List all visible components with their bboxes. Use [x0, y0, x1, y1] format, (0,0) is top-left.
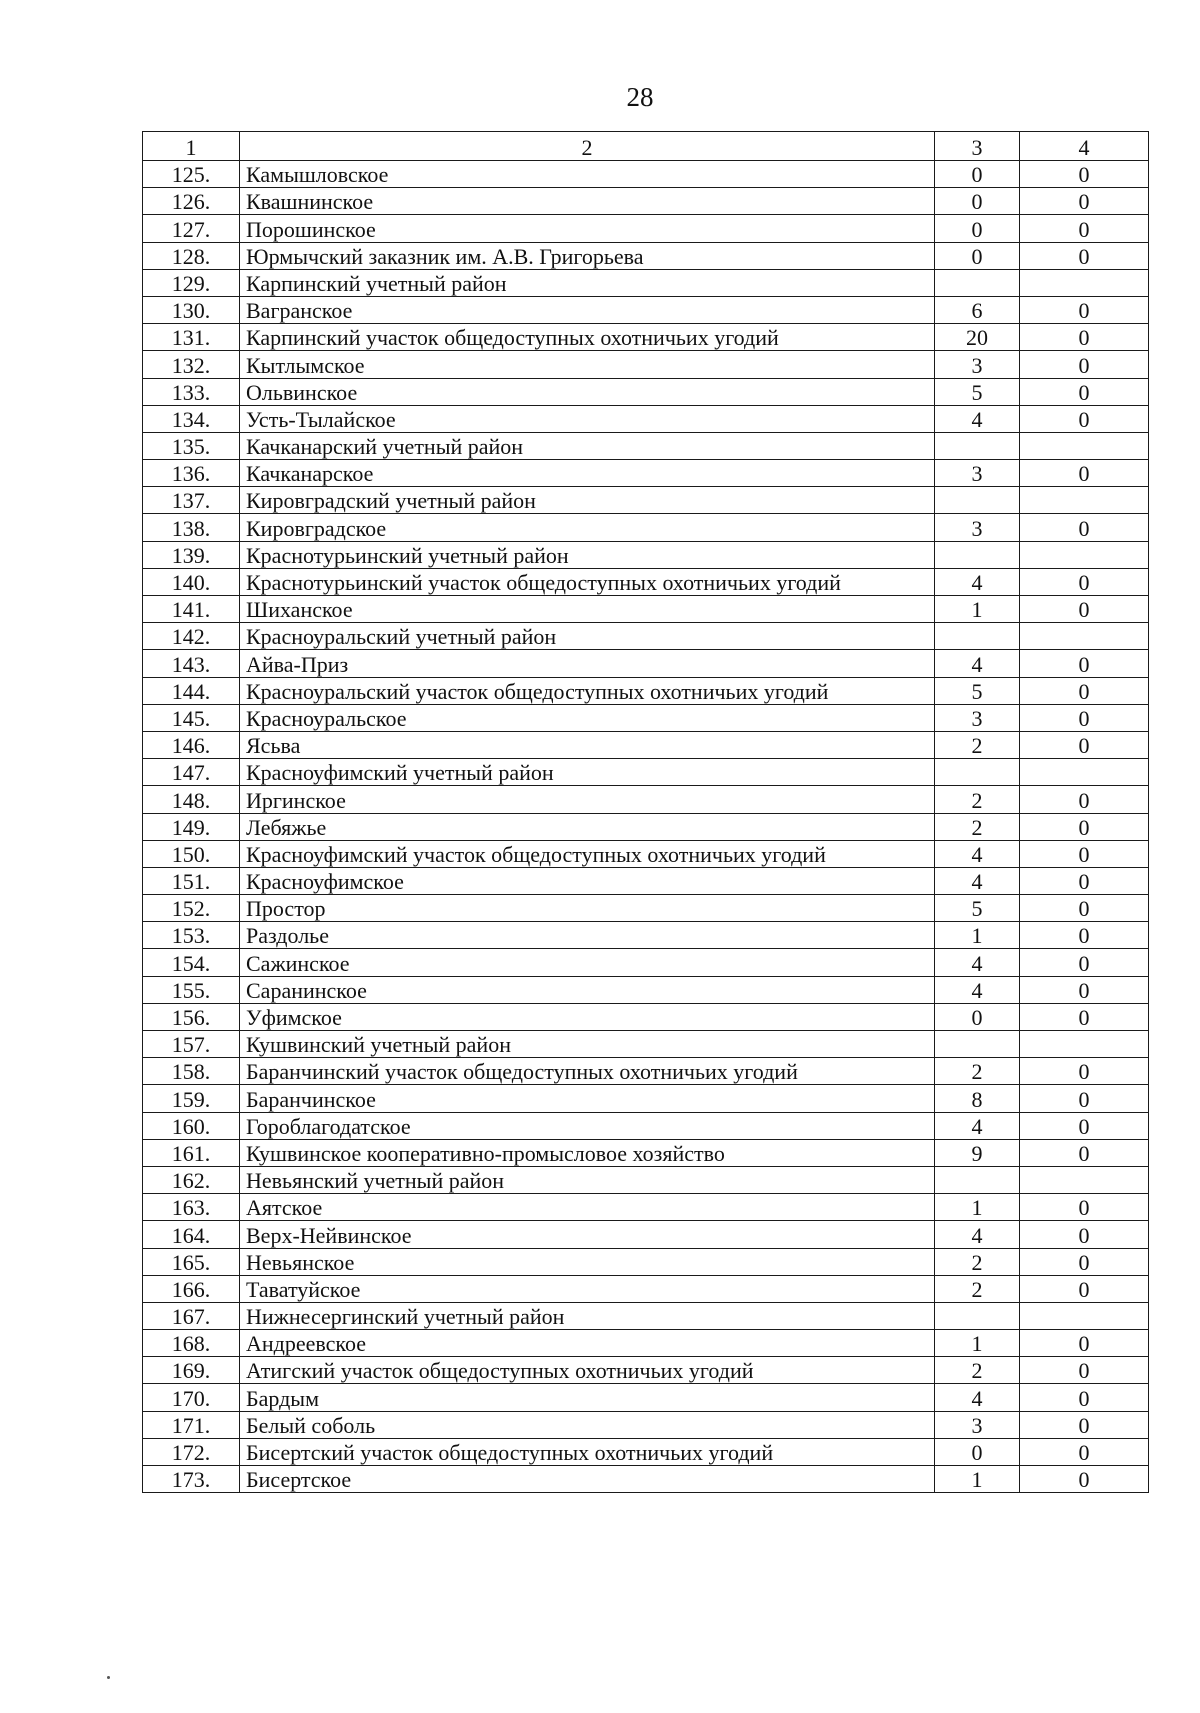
row-name-cell: Айва-Приз [240, 650, 935, 677]
row-col3-cell: 4 [935, 976, 1020, 1003]
row-number-cell: 152. [143, 895, 240, 922]
row-name-cell: Красноуфимский участок общедоступных охотничьих угодий [240, 840, 935, 867]
row-name-cell: Белый соболь [240, 1411, 935, 1438]
row-col3-cell: 5 [935, 378, 1020, 405]
header-cell-name: 2 [240, 132, 935, 161]
row-number-cell: 162. [143, 1166, 240, 1193]
row-col4-cell: 0 [1020, 1357, 1149, 1384]
row-col3-cell: 2 [935, 731, 1020, 758]
row-col3-cell: 2 [935, 786, 1020, 813]
row-name-cell: Иргинское [240, 786, 935, 813]
row-number-cell: 131. [143, 324, 240, 351]
row-col3-cell: 20 [935, 324, 1020, 351]
row-name-cell: Юрмычский заказник им. А.В. Григорьева [240, 242, 935, 269]
row-col4-cell: 0 [1020, 1112, 1149, 1139]
row-name-cell: Раздолье [240, 922, 935, 949]
row-name-cell: Простор [240, 895, 935, 922]
row-name-cell: Шиханское [240, 596, 935, 623]
row-col4-cell: 0 [1020, 568, 1149, 595]
row-col4-cell: 0 [1020, 813, 1149, 840]
row-name-cell: Кушвинское кооперативно-промысловое хозяйство [240, 1139, 935, 1166]
row-number-cell: 143. [143, 650, 240, 677]
row-col4-cell: 0 [1020, 296, 1149, 323]
row-col3-cell: 6 [935, 296, 1020, 323]
header-cell-col3: 3 [935, 132, 1020, 161]
row-name-cell: Красноуральский участок общедоступных охотничьих угодий [240, 677, 935, 704]
row-number-cell: 148. [143, 786, 240, 813]
row-col4-cell: 0 [1020, 161, 1149, 188]
row-number-cell: 147. [143, 759, 240, 786]
table-row [143, 296, 1149, 323]
row-col4-cell: 0 [1020, 1139, 1149, 1166]
row-col3-cell [935, 1302, 1020, 1329]
row-number-cell: 151. [143, 867, 240, 894]
table-row [143, 1357, 1149, 1384]
row-number-cell: 150. [143, 840, 240, 867]
row-col4-cell: 0 [1020, 351, 1149, 378]
row-col3-cell: 1 [935, 596, 1020, 623]
table-row [143, 378, 1149, 405]
table-header-row [143, 132, 1149, 161]
row-col4-cell: 0 [1020, 1466, 1149, 1493]
row-col3-cell: 0 [935, 188, 1020, 215]
row-col3-cell: 1 [935, 922, 1020, 949]
row-number-cell: 133. [143, 378, 240, 405]
row-col4-cell [1020, 759, 1149, 786]
table-row [143, 215, 1149, 242]
row-col4-cell: 0 [1020, 1194, 1149, 1221]
table-row [143, 1411, 1149, 1438]
row-col3-cell [935, 269, 1020, 296]
row-col4-cell: 0 [1020, 922, 1149, 949]
table-row [143, 1085, 1149, 1112]
row-col3-cell: 1 [935, 1330, 1020, 1357]
table-row [143, 460, 1149, 487]
row-col3-cell: 4 [935, 1221, 1020, 1248]
row-col3-cell: 3 [935, 704, 1020, 731]
row-name-cell: Красноуральский учетный район [240, 623, 935, 650]
row-col4-cell [1020, 487, 1149, 514]
row-number-cell: 157. [143, 1031, 240, 1058]
table-row [143, 976, 1149, 1003]
row-number-cell: 139. [143, 541, 240, 568]
row-name-cell: Красноуфимское [240, 867, 935, 894]
row-number-cell: 163. [143, 1194, 240, 1221]
row-name-cell: Ольвинское [240, 378, 935, 405]
header-cell-number: 1 [143, 132, 240, 161]
row-col3-cell: 8 [935, 1085, 1020, 1112]
table-row [143, 895, 1149, 922]
row-number-cell: 136. [143, 460, 240, 487]
row-col3-cell: 0 [935, 215, 1020, 242]
row-col3-cell: 0 [935, 1003, 1020, 1030]
row-col3-cell [935, 759, 1020, 786]
row-name-cell: Лебяжье [240, 813, 935, 840]
row-name-cell: Качканарский учетный район [240, 432, 935, 459]
row-col4-cell: 0 [1020, 1438, 1149, 1465]
header-cell-col4: 4 [1020, 132, 1149, 161]
row-col4-cell: 0 [1020, 324, 1149, 351]
row-col3-cell [935, 623, 1020, 650]
row-name-cell: Саранинское [240, 976, 935, 1003]
row-col3-cell: 4 [935, 840, 1020, 867]
row-name-cell: Баранчинский участок общедоступных охотничьих угодий [240, 1058, 935, 1085]
table-row [143, 1221, 1149, 1248]
row-name-cell: Атигский участок общедоступных охотничьих угодий [240, 1357, 935, 1384]
row-col4-cell: 0 [1020, 650, 1149, 677]
row-number-cell: 128. [143, 242, 240, 269]
row-col4-cell: 0 [1020, 596, 1149, 623]
row-name-cell: Красноуральское [240, 704, 935, 731]
row-col3-cell: 2 [935, 1275, 1020, 1302]
row-col4-cell [1020, 623, 1149, 650]
row-col3-cell: 3 [935, 351, 1020, 378]
row-col3-cell: 2 [935, 813, 1020, 840]
table-row [143, 1139, 1149, 1166]
table-row [143, 1058, 1149, 1085]
table-row [143, 242, 1149, 269]
row-name-cell: Карпинский участок общедоступных охотничьих угодий [240, 324, 935, 351]
row-number-cell: 145. [143, 704, 240, 731]
row-number-cell: 146. [143, 731, 240, 758]
row-col3-cell [935, 432, 1020, 459]
row-number-cell: 158. [143, 1058, 240, 1085]
row-name-cell: Таватуйское [240, 1275, 935, 1302]
row-col4-cell: 0 [1020, 840, 1149, 867]
table-row [143, 1330, 1149, 1357]
table-row [143, 1438, 1149, 1465]
table-row [143, 759, 1149, 786]
row-col4-cell: 0 [1020, 1003, 1149, 1030]
row-col3-cell: 4 [935, 568, 1020, 595]
row-col3-cell: 2 [935, 1248, 1020, 1275]
row-name-cell: Нижнесергинский учетный район [240, 1302, 935, 1329]
row-number-cell: 142. [143, 623, 240, 650]
row-name-cell: Андреевское [240, 1330, 935, 1357]
row-number-cell: 127. [143, 215, 240, 242]
table-row [143, 1166, 1149, 1193]
row-name-cell: Верх-Нейвинское [240, 1221, 935, 1248]
row-number-cell: 168. [143, 1330, 240, 1357]
row-col3-cell: 1 [935, 1194, 1020, 1221]
row-name-cell: Гороблагодатское [240, 1112, 935, 1139]
row-col3-cell: 2 [935, 1357, 1020, 1384]
row-name-cell: Бардым [240, 1384, 935, 1411]
row-number-cell: 137. [143, 487, 240, 514]
row-number-cell: 165. [143, 1248, 240, 1275]
row-number-cell: 164. [143, 1221, 240, 1248]
table-row [143, 677, 1149, 704]
row-number-cell: 155. [143, 976, 240, 1003]
row-col3-cell: 4 [935, 1112, 1020, 1139]
row-col3-cell: 9 [935, 1139, 1020, 1166]
row-name-cell: Невьянский учетный район [240, 1166, 935, 1193]
row-number-cell: 171. [143, 1411, 240, 1438]
row-col4-cell: 0 [1020, 1330, 1149, 1357]
row-col3-cell: 3 [935, 460, 1020, 487]
row-col3-cell: 3 [935, 1411, 1020, 1438]
table-row [143, 623, 1149, 650]
table-row [143, 840, 1149, 867]
row-number-cell: 161. [143, 1139, 240, 1166]
page-number: 28 [626, 82, 654, 112]
row-number-cell: 130. [143, 296, 240, 323]
row-col4-cell [1020, 1031, 1149, 1058]
table-row [143, 949, 1149, 976]
row-col4-cell: 0 [1020, 867, 1149, 894]
row-name-cell: Уфимское [240, 1003, 935, 1030]
table-row [143, 650, 1149, 677]
table-row [143, 487, 1149, 514]
row-name-cell: Бисертский участок общедоступных охотничьих угодий [240, 1438, 935, 1465]
row-col3-cell: 5 [935, 895, 1020, 922]
table-row [143, 813, 1149, 840]
row-name-cell: Кытлымское [240, 351, 935, 378]
row-number-cell: 140. [143, 568, 240, 595]
row-col3-cell [935, 1031, 1020, 1058]
row-col4-cell: 0 [1020, 188, 1149, 215]
data-table [142, 131, 1149, 1493]
row-number-cell: 169. [143, 1357, 240, 1384]
table-row [143, 269, 1149, 296]
row-name-cell: Краснотурьинский учетный район [240, 541, 935, 568]
row-name-cell: Аятское [240, 1194, 935, 1221]
row-name-cell: Карпинский учетный район [240, 269, 935, 296]
row-col4-cell: 0 [1020, 1058, 1149, 1085]
row-name-cell: Качканарское [240, 460, 935, 487]
row-col4-cell: 0 [1020, 731, 1149, 758]
row-number-cell: 149. [143, 813, 240, 840]
row-col4-cell: 0 [1020, 1411, 1149, 1438]
row-col3-cell: 0 [935, 161, 1020, 188]
row-col4-cell [1020, 1166, 1149, 1193]
row-col4-cell: 0 [1020, 1085, 1149, 1112]
row-col4-cell: 0 [1020, 378, 1149, 405]
row-col4-cell: 0 [1020, 704, 1149, 731]
row-col4-cell [1020, 269, 1149, 296]
row-number-cell: 167. [143, 1302, 240, 1329]
row-col3-cell: 2 [935, 1058, 1020, 1085]
row-col4-cell: 0 [1020, 514, 1149, 541]
row-name-cell: Квашнинское [240, 188, 935, 215]
table-row [143, 1466, 1149, 1493]
scan-speck [107, 1676, 110, 1679]
row-col3-cell: 4 [935, 650, 1020, 677]
row-number-cell: 125. [143, 161, 240, 188]
row-col3-cell: 4 [935, 949, 1020, 976]
row-col4-cell: 0 [1020, 405, 1149, 432]
row-number-cell: 132. [143, 351, 240, 378]
row-name-cell: Кушвинский учетный район [240, 1031, 935, 1058]
row-number-cell: 141. [143, 596, 240, 623]
table-row [143, 1384, 1149, 1411]
table-row [143, 541, 1149, 568]
row-col4-cell: 0 [1020, 949, 1149, 976]
table-row [143, 514, 1149, 541]
row-number-cell: 154. [143, 949, 240, 976]
row-col3-cell: 3 [935, 514, 1020, 541]
row-number-cell: 153. [143, 922, 240, 949]
table-row [143, 1275, 1149, 1302]
table-row [143, 188, 1149, 215]
row-col3-cell: 1 [935, 1466, 1020, 1493]
row-name-cell: Невьянское [240, 1248, 935, 1275]
row-name-cell: Кировградский учетный район [240, 487, 935, 514]
row-col4-cell: 0 [1020, 1275, 1149, 1302]
table-row [143, 405, 1149, 432]
row-col4-cell: 0 [1020, 215, 1149, 242]
table-row [143, 1194, 1149, 1221]
row-number-cell: 173. [143, 1466, 240, 1493]
row-col4-cell: 0 [1020, 242, 1149, 269]
row-col3-cell [935, 487, 1020, 514]
table-row [143, 324, 1149, 351]
table-row [143, 596, 1149, 623]
row-number-cell: 126. [143, 188, 240, 215]
row-name-cell: Баранчинское [240, 1085, 935, 1112]
row-col4-cell [1020, 541, 1149, 568]
row-col4-cell [1020, 1302, 1149, 1329]
row-number-cell: 166. [143, 1275, 240, 1302]
row-col4-cell: 0 [1020, 677, 1149, 704]
row-number-cell: 129. [143, 269, 240, 296]
table-row [143, 1031, 1149, 1058]
row-number-cell: 172. [143, 1438, 240, 1465]
table-row [143, 731, 1149, 758]
row-number-cell: 135. [143, 432, 240, 459]
row-col3-cell: 0 [935, 242, 1020, 269]
row-name-cell: Ясьва [240, 731, 935, 758]
table-row [143, 1248, 1149, 1275]
row-number-cell: 144. [143, 677, 240, 704]
row-number-cell: 156. [143, 1003, 240, 1030]
row-col4-cell: 0 [1020, 1384, 1149, 1411]
row-name-cell: Красноуфимский учетный район [240, 759, 935, 786]
row-col4-cell: 0 [1020, 1221, 1149, 1248]
row-col4-cell: 0 [1020, 460, 1149, 487]
row-col4-cell: 0 [1020, 1248, 1149, 1275]
row-col3-cell [935, 541, 1020, 568]
row-name-cell: Вагранское [240, 296, 935, 323]
row-name-cell: Сажинское [240, 949, 935, 976]
row-number-cell: 159. [143, 1085, 240, 1112]
row-number-cell: 138. [143, 514, 240, 541]
table-row [143, 432, 1149, 459]
row-col3-cell: 4 [935, 867, 1020, 894]
table-row [143, 351, 1149, 378]
table-row [143, 704, 1149, 731]
row-number-cell: 134. [143, 405, 240, 432]
row-col3-cell: 4 [935, 1384, 1020, 1411]
row-col4-cell [1020, 432, 1149, 459]
row-name-cell: Кировградское [240, 514, 935, 541]
row-name-cell: Порошинское [240, 215, 935, 242]
table-row [143, 786, 1149, 813]
table-body [143, 132, 1149, 1493]
row-col4-cell: 0 [1020, 976, 1149, 1003]
row-col3-cell: 5 [935, 677, 1020, 704]
row-col4-cell: 0 [1020, 786, 1149, 813]
row-col3-cell: 0 [935, 1438, 1020, 1465]
row-number-cell: 170. [143, 1384, 240, 1411]
table-row [143, 161, 1149, 188]
table-row [143, 1003, 1149, 1030]
table-row [143, 922, 1149, 949]
row-number-cell: 160. [143, 1112, 240, 1139]
row-name-cell: Краснотурьинский участок общедоступных охотничьих угодий [240, 568, 935, 595]
table-row [143, 867, 1149, 894]
table-row [143, 568, 1149, 595]
row-name-cell: Камышловское [240, 161, 935, 188]
table-row [143, 1112, 1149, 1139]
row-col3-cell [935, 1166, 1020, 1193]
row-col3-cell: 4 [935, 405, 1020, 432]
table-row [143, 1302, 1149, 1329]
row-col4-cell: 0 [1020, 895, 1149, 922]
row-name-cell: Бисертское [240, 1466, 935, 1493]
row-name-cell: Усть-Тылайское [240, 405, 935, 432]
